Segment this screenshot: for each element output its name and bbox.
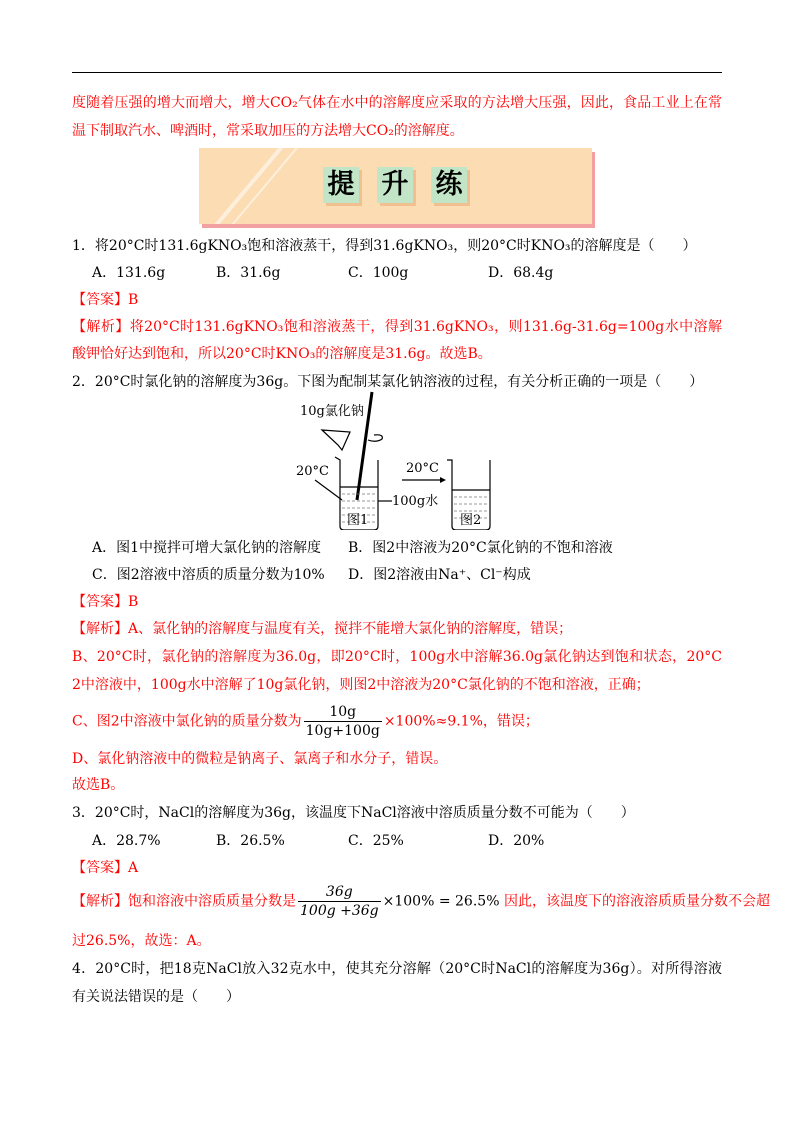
q1-option-d: D．68.4g [488,265,554,281]
q2-analysis-c [72,703,722,740]
q3-answer: 【答案】A [72,860,139,876]
q2-analysis-b-2: 2中溶液中，100g水中溶解了10g氯化钠，则图2中溶液为20°C氯化钠的不饱和溶液，正确； [72,677,650,693]
question-4-stem-2: 有关说法错误的是（ ） [72,989,240,1005]
q3-option-c: C．25% [348,833,404,849]
analysis-prefix: 【解析】饱和溶液中溶质质量分数是 [72,893,296,910]
question-2-stem: 2．20°C时氯化钠的溶解度为36g。下图为配制某氯化钠溶液的过程，有关分析正确的一项是（ ） [72,374,704,390]
q2-option-a: A．图1中搅拌可增大氯化钠的溶解度 [92,540,322,556]
section-banner [199,148,592,224]
figure-1-caption: 图1 [347,513,369,528]
temperature-label: 20°C [296,464,329,479]
banner-char: 提 [323,167,359,203]
q3-option-a: A．28.7% [92,833,161,849]
header-rule [72,72,722,73]
banner-char: 练 [431,167,467,203]
q3-analysis-line-2: 过26.5%，故选：A。 [72,933,211,949]
q1-answer: 【答案】B [72,292,139,308]
q3-option-b: B．26.5% [216,833,285,849]
figure-2-caption: 图2 [460,513,482,528]
q2-option-d: D．图2溶液由Na⁺、Cl⁻构成 [348,567,531,583]
q2-option-c: C．图2溶液中溶质的质量分数为10% [92,567,325,583]
formula-result: ×100% = 26.5% [382,893,500,910]
q2-conclusion: 故选B。 [72,777,125,793]
q2-analysis-b-1: B、20°C时，氯化钠的溶解度为36.0g，即20°C时，100g水中溶解36.0g氯化钠达到饱和状态，20°C [72,649,722,665]
salt-label: 10g氯化钠 [300,404,364,419]
analysis-c-suffix: ×100%≈9.1%，错误； [383,713,539,730]
analysis-suffix: 因此，该温度下的溶液溶质质量分数不会超 [503,893,770,910]
q2-answer: 【答案】B [72,594,139,610]
water-label: 100g水 [392,494,439,509]
fraction [304,703,382,740]
intro-line-2: 温下制取汽水、啤酒时，常采取加压的方法增大CO₂的溶解度。 [72,123,464,139]
question-3-stem: 3．20°C时，NaCl的溶解度为36g，该温度下NaCl溶液中溶质质量分数不可能为（ ） [72,805,635,821]
q1-option-a: A．131.6g [92,265,166,281]
q2-analysis-a: 【解析】A、氯化钠的溶解度与温度有关，搅拌不能增大氯化钠的溶解度，错误； [72,621,573,637]
banner-char: 升 [377,167,413,203]
q1-option-c: C．100g [348,265,409,281]
question-1-stem: 1．将20°C时131.6gKNO₃饱和溶液蒸干，得到31.6gKNO₃，则20°C时KNO₃的溶解度是（ ） [72,238,697,254]
beaker-figure [280,390,540,530]
q2-analysis-d: D、氯化钠溶液中的微粒是钠离子、氯离子和水分子，错误。 [72,751,448,767]
q2-option-b: B．图2中溶液为20°C氯化钠的不饱和溶液 [348,540,613,556]
q3-option-d: D．20% [488,833,545,849]
numerator: 10g [304,703,382,722]
denominator: 10g+100g [305,723,380,739]
fraction [298,883,381,920]
q1-option-b: B．31.6g [216,265,281,281]
arrow-temperature-label: 20°C [406,461,439,476]
salt-paper-icon [322,430,350,450]
intro-line-1: 度随着压强的增大而增大，增大CO₂气体在水中的溶解度应采取的方法增大压强，因此，食品工业上在常 [72,95,722,111]
analysis-c-prefix: C、图2中溶液中氯化钠的质量分数为 [72,713,302,730]
q3-analysis-line-1 [72,883,770,920]
q1-analysis-line-1: 【解析】将20°C时131.6gKNO₃饱和溶液蒸干，得到31.6gKNO₃，则131.6g-31.6g=100g水中溶解 [72,319,722,335]
numerator: 36g [298,883,381,902]
question-4-stem-1: 4．20°C时，把18克NaCl放入32克水中，使其充分溶解（20°C时NaCl的溶解度为36g）。对所得溶液 [72,961,722,977]
q1-analysis-line-2: 酸钾恰好达到饱和，所以20°C时KNO₃的溶解度是31.6g。故选B。 [72,346,492,362]
rotation-arrow-icon [368,435,382,441]
denominator: 100g +36g [300,903,379,919]
